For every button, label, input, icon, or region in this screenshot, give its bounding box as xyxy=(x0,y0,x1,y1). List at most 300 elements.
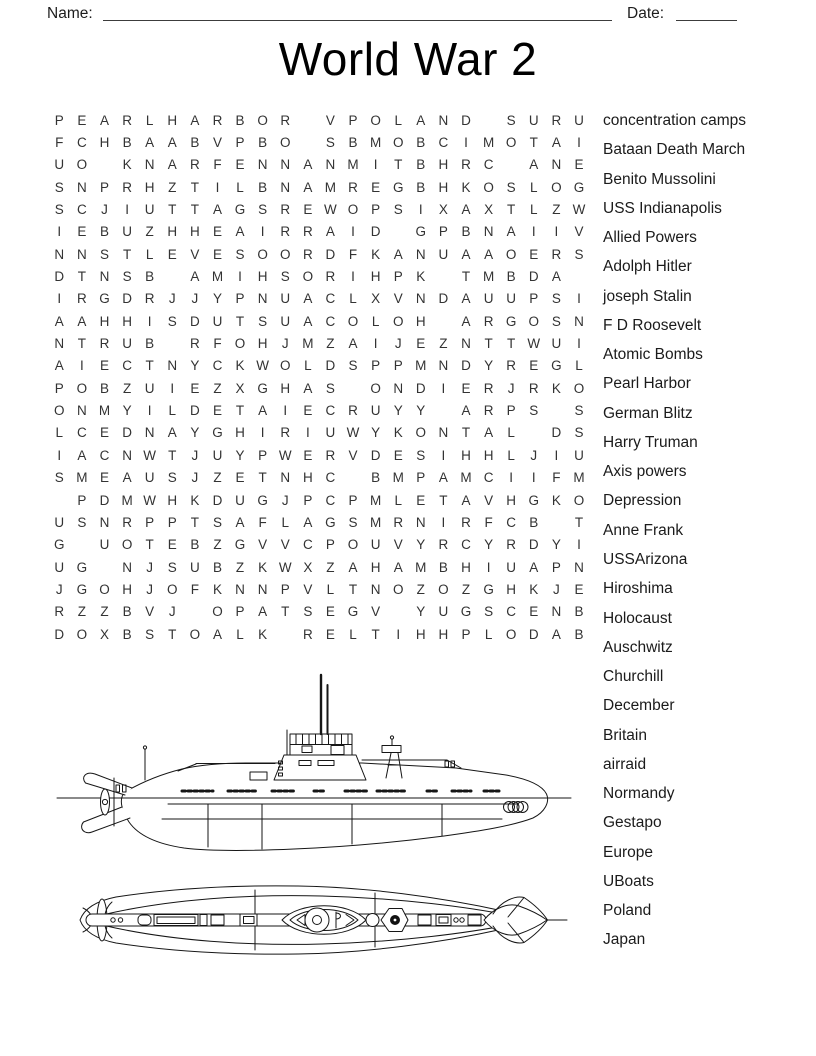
grid-cell: N xyxy=(551,604,562,620)
grid-cell: L xyxy=(507,425,515,441)
grid-cell: R xyxy=(302,626,313,642)
grid-cell: K xyxy=(371,246,381,262)
grid-cell: U xyxy=(144,202,155,218)
grid-cell: O xyxy=(76,626,88,642)
grid-cell: B xyxy=(371,470,381,486)
word-list-item: Allied Powers xyxy=(603,229,697,247)
grid-cell: H xyxy=(189,224,200,240)
grid-cell: Y xyxy=(235,447,245,463)
grid-cell: U xyxy=(370,537,381,553)
grid-cell: Z xyxy=(416,581,425,597)
grid-cell: H xyxy=(370,269,381,285)
grid-cell: O xyxy=(99,581,110,597)
grid-cell: D xyxy=(54,269,65,285)
grid-cell: E xyxy=(212,246,222,262)
grid-cell: A xyxy=(303,313,313,329)
grid-cell: E xyxy=(77,224,87,240)
grid-cell xyxy=(93,556,116,578)
grid-cell: L xyxy=(575,358,583,374)
grid-cell: H xyxy=(122,581,132,597)
grid-cell: R xyxy=(99,336,110,352)
grid-cell: X xyxy=(484,202,494,218)
grid-cell: L xyxy=(484,626,493,642)
grid-cell: U xyxy=(122,224,132,240)
grid-cell: I xyxy=(577,537,581,553)
grid-cell: N xyxy=(438,358,449,374)
grid-cell: H xyxy=(99,313,110,329)
grid-cell: J xyxy=(191,447,199,463)
grid-cell: M xyxy=(392,470,404,486)
grid-cell: U xyxy=(235,492,245,508)
grid-cell: A xyxy=(438,470,448,486)
grid-cell: I xyxy=(554,224,559,240)
grid-cell: I xyxy=(147,403,152,419)
grid-cell: I xyxy=(554,447,559,463)
grid-cell xyxy=(297,131,320,153)
grid-cell: D xyxy=(528,626,539,642)
grid-cell: D xyxy=(415,380,426,396)
grid-cell: A xyxy=(54,358,64,374)
grid-cell: I xyxy=(57,447,62,463)
grid-cell: B xyxy=(235,112,245,128)
grid-cell: A xyxy=(303,514,313,530)
grid-cell: A xyxy=(190,112,200,128)
grid-cell: G xyxy=(415,224,427,240)
grid-cell: A xyxy=(461,291,471,307)
grid-cell: O xyxy=(505,626,517,642)
grid-cell: C xyxy=(325,403,336,419)
grid-cell: W xyxy=(278,559,292,575)
grid-cell: M xyxy=(98,403,111,419)
grid-cell: E xyxy=(371,179,381,195)
grid-cell: C xyxy=(302,537,313,553)
grid-cell xyxy=(432,399,455,421)
grid-cell: E xyxy=(167,537,177,553)
grid-cell: S xyxy=(348,514,358,530)
grid-cell: T xyxy=(574,514,584,530)
grid-cell: A xyxy=(77,447,87,463)
grid-cell: I xyxy=(577,291,581,307)
grid-cell: E xyxy=(416,336,426,352)
word-list-item: Normandy xyxy=(603,785,675,803)
grid-cell: S xyxy=(348,358,358,374)
name-label: Name: xyxy=(47,5,93,22)
grid-cell xyxy=(161,265,184,287)
grid-cell: M xyxy=(369,135,382,151)
word-list-item: Bataan Death March xyxy=(603,141,746,159)
grid-cell: N xyxy=(438,425,449,441)
grid-cell: U xyxy=(574,447,584,463)
grid-cell: A xyxy=(235,514,245,530)
grid-cell: O xyxy=(438,581,449,597)
page-title: World War 2 xyxy=(278,33,538,85)
grid-cell: U xyxy=(122,336,132,352)
grid-cell: Y xyxy=(551,537,561,553)
grid-cell: E xyxy=(393,447,403,463)
grid-cell: T xyxy=(122,246,132,262)
grid-cell: G xyxy=(257,492,268,508)
grid-cell: O xyxy=(121,537,133,553)
grid-cell: T xyxy=(190,514,199,530)
grid-cell: Y xyxy=(484,537,494,553)
grid-cell: C xyxy=(483,470,494,486)
grid-cell: N xyxy=(99,514,110,530)
grid-cell: A xyxy=(461,202,471,218)
grid-cell: N xyxy=(461,336,471,352)
grid-cell: H xyxy=(438,179,449,195)
grid-cell: I xyxy=(577,336,581,352)
grid-cell: H xyxy=(483,447,494,463)
grid-cell: T xyxy=(235,313,245,329)
grid-cell: W xyxy=(346,425,360,441)
grid-cell: S xyxy=(122,269,132,285)
word-list-item: Depression xyxy=(603,492,682,510)
grid-cell: H xyxy=(415,313,426,329)
grid-cell: C xyxy=(325,291,336,307)
grid-cell xyxy=(522,422,545,444)
grid-cell: L xyxy=(145,246,154,262)
grid-cell: B xyxy=(122,135,132,151)
grid-cell xyxy=(387,601,410,623)
grid-cell: B xyxy=(190,135,200,151)
grid-cell: S xyxy=(506,112,516,128)
word-list-item: F D Roosevelt xyxy=(603,316,702,334)
grid-cell: B xyxy=(145,269,155,285)
grid-cell: A xyxy=(303,380,313,396)
grid-cell: T xyxy=(439,492,448,508)
grid-cell: I xyxy=(215,179,220,195)
grid-cell: H xyxy=(99,135,110,151)
grid-cell: P xyxy=(371,358,381,374)
grid-cell: H xyxy=(257,336,268,352)
grid-cell: W xyxy=(278,447,292,463)
grid-cell: K xyxy=(190,492,200,508)
grid-cell: G xyxy=(505,313,517,329)
grid-cell: N xyxy=(280,157,291,173)
grid-cell: A xyxy=(416,112,426,128)
grid-cell: O xyxy=(551,179,562,195)
grid-cell: V xyxy=(484,492,494,508)
grid-cell: H xyxy=(370,559,381,575)
grid-cell: R xyxy=(280,112,291,128)
grid-cell: L xyxy=(394,492,402,508)
grid-cell: U xyxy=(280,291,291,307)
grid-cell: U xyxy=(370,403,381,419)
grid-cell: K xyxy=(212,581,222,597)
grid-cell: G xyxy=(257,380,268,396)
grid-cell: J xyxy=(101,202,108,218)
grid-cell: I xyxy=(441,447,446,463)
grid-cell: T xyxy=(190,202,199,218)
grid-cell: G xyxy=(483,581,494,597)
grid-cell: N xyxy=(280,470,291,486)
grid-cell: H xyxy=(438,626,449,642)
grid-cell: P xyxy=(167,514,177,530)
word-list-item: concentration camps xyxy=(603,112,747,129)
grid-cell xyxy=(274,623,297,645)
grid-cell: D xyxy=(370,447,381,463)
grid-cell: R xyxy=(393,514,404,530)
grid-cell: E xyxy=(461,380,471,396)
grid-cell: O xyxy=(76,380,88,396)
grid-cell: A xyxy=(325,224,335,240)
grid-cell: N xyxy=(325,157,336,173)
grid-cell: O xyxy=(392,313,404,329)
grid-cell: B xyxy=(145,336,155,352)
grid-cell: J xyxy=(191,291,199,307)
grid-cell xyxy=(432,265,455,287)
grid-cell xyxy=(48,489,71,511)
grid-cell: I xyxy=(305,425,310,441)
grid-cell: N xyxy=(257,157,268,173)
grid-cell: T xyxy=(145,537,154,553)
grid-cell: E xyxy=(529,358,539,374)
grid-cell: I xyxy=(147,313,152,329)
grid-cell: A xyxy=(258,604,268,620)
grid-cell: L xyxy=(371,313,380,329)
grid-cell: J xyxy=(168,604,176,620)
grid-cell: N xyxy=(122,559,132,575)
grid-cell: H xyxy=(167,224,178,240)
grid-cell: A xyxy=(484,246,494,262)
grid-cell: P xyxy=(551,559,561,575)
grid-cell: H xyxy=(461,559,471,575)
grid-cell: R xyxy=(348,179,358,195)
word-list-item: December xyxy=(603,697,675,715)
grid-cell: C xyxy=(506,604,517,620)
grid-cell: U xyxy=(144,380,155,396)
grid-cell: Y xyxy=(212,291,222,307)
grid-cell: P xyxy=(371,202,381,218)
word-list-item: Axis powers xyxy=(603,463,687,481)
grid-cell: I xyxy=(351,269,355,285)
grid-cell: D xyxy=(189,313,200,329)
grid-cell: C xyxy=(99,447,110,463)
grid-cell: H xyxy=(257,269,268,285)
grid-cell: U xyxy=(574,112,584,128)
grid-cell: S xyxy=(77,514,87,530)
grid-cell: T xyxy=(235,403,245,419)
grid-cell: N xyxy=(99,269,110,285)
grid-cell: M xyxy=(482,269,495,285)
word-search-grid xyxy=(48,109,590,645)
grid-cell: S xyxy=(212,514,222,530)
grid-cell: T xyxy=(484,336,493,352)
grid-cell: Y xyxy=(371,425,381,441)
grid-cell xyxy=(342,377,365,399)
grid-cell: E xyxy=(99,425,109,441)
grid-cell: I xyxy=(373,157,378,173)
grid-cell: H xyxy=(461,447,471,463)
grid-cell: T xyxy=(258,470,267,486)
grid-cell: H xyxy=(506,492,517,508)
grid-cell: K xyxy=(529,581,539,597)
grid-cell: N xyxy=(574,313,584,329)
grid-cell: L xyxy=(236,626,244,642)
grid-cell: N xyxy=(77,403,87,419)
grid-cell: A xyxy=(303,179,313,195)
grid-cell: Y xyxy=(416,403,426,419)
grid-cell: R xyxy=(77,291,87,307)
grid-cell: I xyxy=(351,224,355,240)
grid-cell: I xyxy=(509,470,514,486)
grid-cell: Z xyxy=(100,604,109,620)
grid-cell: P xyxy=(438,224,448,240)
grid-cell: J xyxy=(146,581,154,597)
date-blank-line xyxy=(676,3,737,21)
grid-cell: Y xyxy=(122,403,132,419)
word-list-item: airraid xyxy=(603,755,647,773)
grid-cell: R xyxy=(438,537,449,553)
grid-cell: D xyxy=(122,425,132,441)
grid-cell: V xyxy=(574,224,584,240)
grid-cell: G xyxy=(392,179,404,195)
grid-cell: V xyxy=(371,604,381,620)
grid-cell: B xyxy=(122,626,132,642)
grid-cell: Z xyxy=(213,470,222,486)
grid-cell: D xyxy=(122,291,132,307)
grid-cell: O xyxy=(347,202,359,218)
grid-cell: T xyxy=(168,626,177,642)
grid-cell: S xyxy=(393,202,403,218)
grid-cell: V xyxy=(393,291,403,307)
grid-cell: M xyxy=(347,157,359,173)
conning-tower xyxy=(274,755,366,780)
grid-cell: N xyxy=(370,581,381,597)
grid-cell: F xyxy=(190,581,199,597)
grid-cell: B xyxy=(99,224,109,240)
grid-cell: E xyxy=(77,112,87,128)
word-list-item: Gestapo xyxy=(603,814,662,832)
grid-cell: J xyxy=(146,559,154,575)
grid-cell: U xyxy=(506,559,517,575)
grid-cell: G xyxy=(54,537,65,553)
word-list-item: USSArizona xyxy=(603,550,688,568)
grid-cell: A xyxy=(303,157,313,173)
grid-cell: H xyxy=(506,581,517,597)
grid-cell: A xyxy=(551,626,561,642)
grid-cell: G xyxy=(99,291,110,307)
grid-cell: R xyxy=(528,380,539,396)
grid-cell: H xyxy=(144,179,155,195)
grid-cell: F xyxy=(484,514,493,530)
grid-cell: L xyxy=(55,425,64,441)
grid-cell: A xyxy=(54,313,64,329)
grid-cell: B xyxy=(438,559,448,575)
grid-cell: E xyxy=(325,626,335,642)
grid-cell: Z xyxy=(168,179,177,195)
grid-cell: E xyxy=(190,380,200,396)
grid-cell: T xyxy=(461,269,471,285)
grid-cell: R xyxy=(302,224,313,240)
grid-cell: S xyxy=(167,470,177,486)
grid-cell: P xyxy=(393,358,403,374)
grid-cell: C xyxy=(325,470,336,486)
grid-cell: U xyxy=(54,514,65,530)
grid-cell: U xyxy=(189,559,200,575)
grid-cell: W xyxy=(256,358,270,374)
grid-cell: D xyxy=(461,112,471,128)
grid-cell: W xyxy=(572,202,586,218)
grid-cell: F xyxy=(552,470,561,486)
word-list-item: Europe xyxy=(603,843,653,861)
deck-hatch xyxy=(250,772,267,780)
grid-cell: I xyxy=(441,514,446,530)
grid-cell: D xyxy=(325,246,336,262)
grid-cell: C xyxy=(325,492,336,508)
grid-cell: N xyxy=(54,336,65,352)
grid-cell: C xyxy=(506,514,517,530)
grid-cell: G xyxy=(528,492,540,508)
grid-cell: O xyxy=(76,157,88,173)
grid-cell: S xyxy=(280,269,290,285)
grid-cell: Y xyxy=(190,425,200,441)
grid-cell: D xyxy=(461,358,471,374)
grid-cell: P xyxy=(258,447,268,463)
grid-cell: A xyxy=(393,246,403,262)
grid-cell: V xyxy=(280,537,290,553)
grid-cell: P xyxy=(54,380,64,396)
grid-cell: R xyxy=(506,358,517,374)
grid-cell: S xyxy=(54,202,64,218)
grid-cell: Y xyxy=(484,358,494,374)
grid-cell: B xyxy=(416,135,426,151)
grid-cell: A xyxy=(212,202,222,218)
grid-cell: T xyxy=(507,336,516,352)
grid-cell: R xyxy=(122,112,132,128)
grid-cell: V xyxy=(212,135,222,151)
grid-cell: S xyxy=(258,313,268,329)
grid-cell: W xyxy=(527,336,541,352)
grid-cell: R xyxy=(54,604,65,620)
grid-cell: I xyxy=(283,403,288,419)
grid-cell: A xyxy=(77,313,87,329)
grid-cell: M xyxy=(369,514,382,530)
grid-cell: C xyxy=(483,157,494,173)
grid-cell: H xyxy=(167,112,178,128)
grid-cell: P xyxy=(235,135,245,151)
name-blank-line xyxy=(103,3,612,21)
grid-cell: P xyxy=(348,492,358,508)
grid-cell: G xyxy=(76,559,88,575)
grid-cell: Y xyxy=(416,537,426,553)
grid-cell: P xyxy=(506,403,516,419)
grid-cell: U xyxy=(528,112,539,128)
grid-cell: G xyxy=(551,358,562,374)
grid-cell: N xyxy=(77,246,87,262)
grid-cell: I xyxy=(441,380,446,396)
grid-cell: C xyxy=(77,202,87,218)
grid-cell: I xyxy=(396,626,401,642)
grid-cell: B xyxy=(190,537,200,553)
grid-cell: N xyxy=(415,291,426,307)
grid-cell: I xyxy=(531,224,536,240)
grid-cell: I xyxy=(577,135,581,151)
grid-cell: S xyxy=(54,179,64,195)
grid-cell: M xyxy=(302,336,314,352)
grid-cell: R xyxy=(461,514,471,530)
grid-cell: A xyxy=(235,224,245,240)
grid-cell: D xyxy=(212,492,223,508)
grid-cell: D xyxy=(528,269,539,285)
grid-cell: T xyxy=(168,202,177,218)
grid-cell: T xyxy=(145,358,154,374)
grid-cell: V xyxy=(325,112,335,128)
grid-cell: E xyxy=(303,403,313,419)
grid-cell: O xyxy=(167,581,178,597)
grid-cell: D xyxy=(99,492,110,508)
grid-cell: F xyxy=(258,514,267,530)
